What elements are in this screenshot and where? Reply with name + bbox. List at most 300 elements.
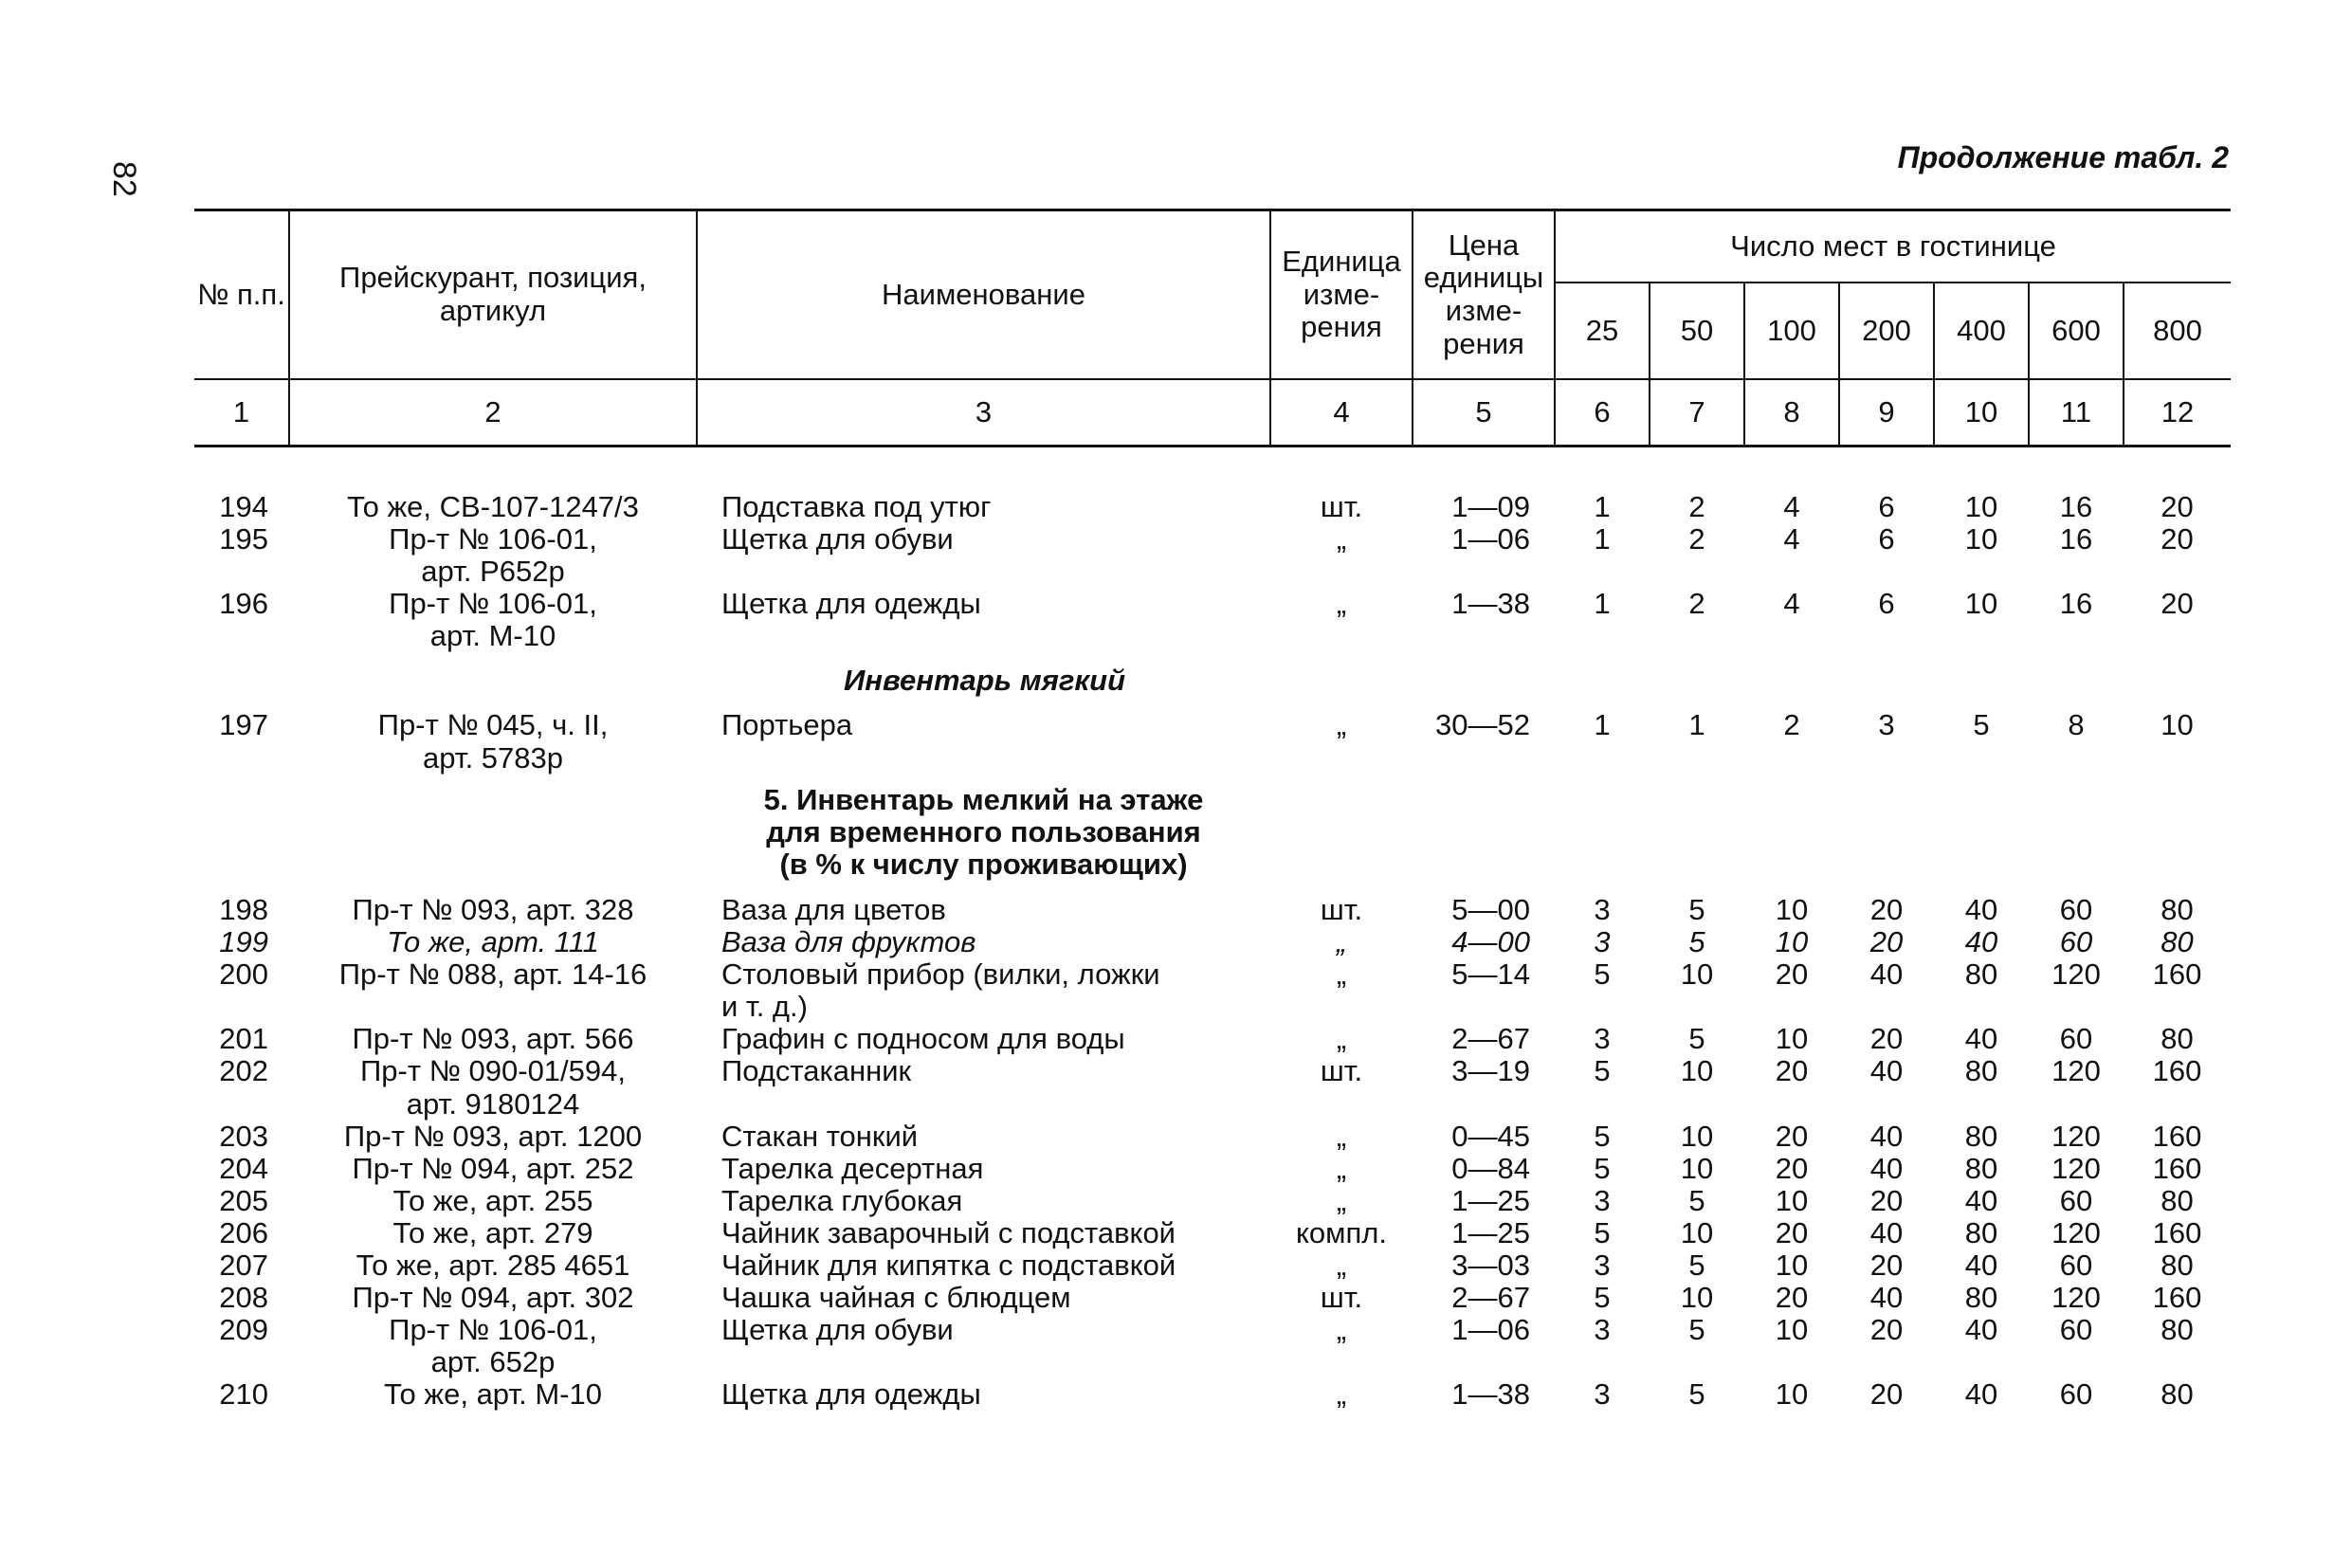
column-number: 1 <box>194 379 289 447</box>
quantity-25: 3 <box>1594 1377 1611 1412</box>
item-name-line: Подставка под утюг <box>721 490 992 523</box>
item-name <box>697 523 1270 588</box>
table-row <box>194 491 2231 523</box>
quantity-200: 20 <box>1869 892 1904 926</box>
unit: „ <box>1336 957 1347 992</box>
quantity-800: 20 <box>2161 587 2194 621</box>
quantity-400: 40 <box>1964 1183 1998 1217</box>
quantity-50: 10 <box>1680 1054 1714 1088</box>
table-row <box>194 1314 2231 1378</box>
item-name <box>697 709 1270 774</box>
quantity-400: 40 <box>1964 892 1998 926</box>
unit: „ <box>1336 1377 1347 1412</box>
row-number: 203 <box>219 1119 268 1153</box>
quantity-800: 80 <box>2161 1183 2194 1217</box>
quantity-400: 80 <box>1964 957 1998 992</box>
price-list-line: арт. 652р <box>430 1345 556 1379</box>
table-header <box>194 210 2231 447</box>
table-row <box>194 709 2231 774</box>
table-continuation-caption: Продолжение табл. 2 <box>1897 140 2229 174</box>
quantity-50: 5 <box>1688 1022 1705 1056</box>
quantity-800: 80 <box>2161 925 2194 959</box>
price-list-line: Пр-т № 093, арт. 328 <box>352 892 634 926</box>
quantity-100: 20 <box>1775 1119 1809 1153</box>
price-list-reference <box>289 1153 697 1185</box>
item-name <box>697 1217 1270 1249</box>
unit-price: 0—84 <box>1451 1151 1530 1185</box>
quantity-800: 160 <box>2152 1151 2202 1185</box>
row-number: 208 <box>219 1281 268 1315</box>
quantity-600: 16 <box>2059 587 2093 621</box>
header-places-50: 50 <box>1650 283 1744 379</box>
row-number: 197 <box>219 708 268 742</box>
header-column-numbers <box>194 379 2231 447</box>
column-number: 5 <box>1413 379 1555 447</box>
quantity-25: 5 <box>1594 1281 1611 1315</box>
price-list-line: То же, арт. 255 <box>392 1183 593 1217</box>
quantity-800: 80 <box>2161 1022 2194 1056</box>
quantity-50: 10 <box>1680 957 1714 992</box>
quantity-25: 3 <box>1594 1183 1611 1217</box>
price-list-reference <box>289 523 697 588</box>
item-name-line: Щетка для обуви <box>721 522 954 556</box>
item-name-line: Тарелка десертная <box>721 1151 984 1185</box>
quantity-600: 60 <box>2059 1022 2093 1056</box>
section-pad <box>194 652 289 709</box>
quantity-50: 10 <box>1680 1119 1714 1153</box>
item-name-line: Графин с подносом для воды <box>721 1022 1125 1056</box>
unit-price: 3—19 <box>1451 1054 1530 1088</box>
item-name-line: Щетка для одежды <box>721 1377 981 1412</box>
unit: „ <box>1336 1119 1347 1153</box>
quantity-600: 60 <box>2059 1248 2093 1282</box>
unit-price: 1—09 <box>1451 490 1530 523</box>
item-name-line: Тарелка глубокая <box>721 1183 963 1217</box>
quantity-400: 80 <box>1964 1215 1998 1249</box>
quantity-100: 4 <box>1783 490 1800 523</box>
price-list-line: арт. Р652р <box>421 555 565 589</box>
quantity-25: 1 <box>1594 708 1611 742</box>
price-list-reference <box>289 1378 697 1411</box>
table-row <box>194 588 2231 652</box>
price-list-line: Пр-т № 093, арт. 1200 <box>343 1119 643 1153</box>
unit-price: 1—06 <box>1451 522 1530 556</box>
table-row <box>194 1055 2231 1120</box>
quantity-200: 3 <box>1878 708 1895 742</box>
price-list-reference <box>289 894 697 926</box>
row-number: 199 <box>219 925 268 959</box>
section-title-line: (в % к числу проживающих) <box>779 847 1188 881</box>
quantity-600: 60 <box>2059 1183 2093 1217</box>
unit: „ <box>1336 1183 1347 1217</box>
price-list-line: арт. 9180124 <box>406 1086 580 1121</box>
spacer-row <box>194 447 2231 492</box>
section-pad <box>289 775 697 894</box>
quantity-50: 5 <box>1688 1248 1705 1282</box>
price-list-line: Пр-т № 094, арт. 302 <box>352 1281 634 1315</box>
quantity-25: 5 <box>1594 1151 1611 1185</box>
quantity-25: 5 <box>1594 1054 1611 1088</box>
header-price-list: Прейскурант, позиция, артикул <box>289 210 697 380</box>
quantity-600: 120 <box>2051 1119 2101 1153</box>
item-name <box>697 1185 1270 1217</box>
unit-price: 30—52 <box>1435 708 1530 742</box>
quantity-100: 10 <box>1775 1313 1809 1347</box>
quantity-400: 40 <box>1964 925 1998 959</box>
quantity-600: 60 <box>2059 1377 2093 1412</box>
price-list-reference <box>289 1217 697 1249</box>
item-name-line: Портьера <box>721 708 853 742</box>
quantity-800: 160 <box>2152 1054 2202 1088</box>
quantity-100: 10 <box>1775 1022 1809 1056</box>
quantity-100: 4 <box>1783 587 1800 621</box>
price-list-reference <box>289 1023 697 1055</box>
column-number: 11 <box>2029 379 2124 447</box>
price-list-reference <box>289 709 697 774</box>
quantity-800: 80 <box>2161 892 2194 926</box>
quantity-25: 3 <box>1594 1022 1611 1056</box>
item-name-line: Щетка для одежды <box>721 587 981 621</box>
quantity-200: 6 <box>1878 522 1895 556</box>
row-number: 194 <box>219 490 268 523</box>
column-number: 10 <box>1934 379 2029 447</box>
price-list-reference <box>289 1249 697 1282</box>
price-list-line: То же, арт. 111 <box>387 925 599 959</box>
quantity-400: 80 <box>1964 1119 1998 1153</box>
quantity-400: 10 <box>1964 587 1998 621</box>
price-list-reference <box>289 958 697 1023</box>
quantity-200: 40 <box>1869 1151 1904 1185</box>
section-small-inventory <box>697 775 1270 894</box>
unit-price: 3—03 <box>1451 1248 1530 1282</box>
quantity-25: 3 <box>1594 892 1611 926</box>
price-list-line: арт. 5783р <box>423 740 563 775</box>
item-name <box>697 958 1270 1023</box>
header-places-400: 400 <box>1934 283 2029 379</box>
row-number: 195 <box>219 522 268 556</box>
price-list-line: арт. М-10 <box>429 619 556 653</box>
header-places: Число мест в гостинице <box>1555 210 2231 283</box>
price-list-line: Пр-т № 088, арт. 14-16 <box>338 957 647 992</box>
quantity-25: 5 <box>1594 1215 1611 1249</box>
table-row <box>194 1121 2231 1153</box>
table-row <box>194 926 2231 958</box>
quantity-50: 2 <box>1688 522 1705 556</box>
quantity-600: 120 <box>2051 957 2101 992</box>
price-list-line: То же, арт. 285 4651 <box>356 1248 630 1282</box>
quantity-25: 3 <box>1594 1248 1611 1282</box>
quantity-600: 120 <box>2051 1151 2101 1185</box>
header-places-25: 25 <box>1555 283 1650 379</box>
quantity-100: 10 <box>1775 1377 1809 1412</box>
quantity-600: 120 <box>2051 1215 2101 1249</box>
row-number: 204 <box>219 1151 268 1185</box>
quantity-400: 10 <box>1964 490 1998 523</box>
quantity-100: 20 <box>1775 957 1809 992</box>
price-list-line: Пр-т № 045, ч. II, <box>377 708 609 742</box>
column-number: 12 <box>2124 379 2231 447</box>
price-list-reference <box>289 1185 697 1217</box>
unit: „ <box>1336 587 1347 621</box>
item-name <box>697 1249 1270 1282</box>
section-pad <box>289 652 697 709</box>
item-name-line: Чайник для кипятка с подставкой <box>721 1248 1176 1282</box>
column-number: 4 <box>1270 379 1413 447</box>
item-name <box>697 1121 1270 1153</box>
quantity-200: 20 <box>1869 1377 1904 1412</box>
quantity-50: 5 <box>1688 1313 1705 1347</box>
quantity-50: 5 <box>1688 1183 1705 1217</box>
quantity-200: 20 <box>1869 1022 1904 1056</box>
quantity-200: 20 <box>1869 1313 1904 1347</box>
quantity-50: 1 <box>1688 708 1705 742</box>
quantity-200: 6 <box>1878 490 1895 523</box>
table-row <box>194 1185 2231 1217</box>
item-name-line: Щетка для обуви <box>721 1313 954 1347</box>
price-list-line: То же, арт. 279 <box>392 1215 593 1249</box>
quantity-600: 8 <box>2068 708 2085 742</box>
row-number: 209 <box>219 1313 268 1347</box>
price-list-line: Пр-т № 090-01/594, <box>360 1054 626 1088</box>
item-name-line: Подстаканник <box>721 1054 912 1088</box>
unit: шт. <box>1320 490 1363 523</box>
quantity-200: 20 <box>1869 925 1904 959</box>
unit: компл. <box>1296 1215 1387 1249</box>
quantity-400: 10 <box>1964 522 1998 556</box>
quantity-100: 10 <box>1775 1183 1809 1217</box>
price-list-line: Пр-т № 106-01, <box>389 1313 597 1347</box>
quantity-100: 20 <box>1775 1215 1809 1249</box>
quantity-25: 1 <box>1594 587 1611 621</box>
table-row <box>194 958 2231 1023</box>
quantity-25: 1 <box>1594 490 1611 523</box>
quantity-400: 5 <box>1973 708 1990 742</box>
quantity-50: 10 <box>1680 1215 1714 1249</box>
quantity-50: 2 <box>1688 490 1705 523</box>
price-table <box>194 209 2231 1411</box>
table-row <box>194 1282 2231 1314</box>
unit: шт. <box>1320 1281 1363 1315</box>
item-name-line: Ваза для цветов <box>721 892 946 926</box>
item-name <box>697 1055 1270 1120</box>
quantity-25: 5 <box>1594 957 1611 992</box>
quantity-600: 60 <box>2059 925 2093 959</box>
page-number: 82 <box>106 161 142 197</box>
item-name-line: Чайник заварочный с подставкой <box>721 1215 1176 1249</box>
quantity-50: 2 <box>1688 587 1705 621</box>
quantity-400: 80 <box>1964 1151 1998 1185</box>
item-name-line: Столовый прибор (вилки, ложки <box>721 957 1160 992</box>
table-row <box>194 1249 2231 1282</box>
quantity-200: 40 <box>1869 1281 1904 1315</box>
unit: „ <box>1336 708 1347 742</box>
quantity-25: 5 <box>1594 1119 1611 1153</box>
unit-price: 1—38 <box>1451 587 1530 621</box>
item-name <box>697 926 1270 958</box>
unit-price: 0—45 <box>1451 1119 1530 1153</box>
quantity-100: 10 <box>1775 925 1809 959</box>
price-list-line: Пр-т № 106-01, <box>389 587 597 621</box>
quantity-200: 20 <box>1869 1248 1904 1282</box>
unit: „ <box>1336 522 1347 556</box>
price-list-line: То же, СВ-107-1247/3 <box>347 490 639 523</box>
quantity-100: 10 <box>1775 1248 1809 1282</box>
unit-price: 5—14 <box>1451 957 1530 992</box>
header-places-200: 200 <box>1839 283 1934 379</box>
quantity-100: 2 <box>1783 708 1800 742</box>
quantity-200: 20 <box>1869 1183 1904 1217</box>
item-name-line: Чашка чайная с блюдцем <box>721 1281 1071 1315</box>
price-list-line: Пр-т № 106-01, <box>389 522 597 556</box>
header-places-100: 100 <box>1744 283 1839 379</box>
item-name <box>697 1314 1270 1378</box>
header-unit: Единица изме- рения <box>1270 210 1413 380</box>
unit: „ <box>1336 1313 1347 1347</box>
unit-price: 1—38 <box>1451 1377 1530 1412</box>
item-name <box>697 491 1270 523</box>
row-number: 210 <box>219 1377 268 1412</box>
quantity-25: 3 <box>1594 925 1611 959</box>
quantity-50: 5 <box>1688 1377 1705 1412</box>
table-body <box>194 447 2231 1412</box>
quantity-800: 80 <box>2161 1313 2194 1347</box>
quantity-200: 6 <box>1878 587 1895 621</box>
price-list-line: Пр-т № 093, арт. 566 <box>352 1022 634 1056</box>
item-name <box>697 588 1270 652</box>
unit-price: 2—67 <box>1451 1022 1530 1056</box>
item-name <box>697 1153 1270 1185</box>
item-name <box>697 894 1270 926</box>
row-number: 198 <box>219 892 268 926</box>
unit: „ <box>1336 925 1347 959</box>
quantity-800: 160 <box>2152 1119 2202 1153</box>
quantity-50: 10 <box>1680 1281 1714 1315</box>
section-pad <box>1270 775 2231 894</box>
table-row <box>194 1153 2231 1185</box>
column-number: 3 <box>697 379 1270 447</box>
column-number: 7 <box>1650 379 1744 447</box>
section-title-line: 5. Инвентарь мелкий на этаже <box>763 782 1204 816</box>
row-number: 202 <box>219 1054 268 1088</box>
table-row <box>194 1378 2231 1411</box>
section-row <box>194 775 2231 894</box>
unit: шт. <box>1320 892 1363 926</box>
price-list-reference <box>289 1055 697 1120</box>
quantity-200: 40 <box>1869 1054 1904 1088</box>
price-list-reference <box>289 1282 697 1314</box>
quantity-200: 40 <box>1869 957 1904 992</box>
table-row <box>194 523 2231 588</box>
quantity-50: 10 <box>1680 1151 1714 1185</box>
price-list-reference <box>289 1314 697 1378</box>
row-number: 196 <box>219 587 268 621</box>
unit-price: 1—25 <box>1451 1215 1530 1249</box>
price-list-line: То же, арт. М-10 <box>384 1377 602 1412</box>
quantity-400: 40 <box>1964 1248 1998 1282</box>
quantity-400: 40 <box>1964 1313 1998 1347</box>
quantity-200: 40 <box>1869 1215 1904 1249</box>
quantity-100: 20 <box>1775 1054 1809 1088</box>
quantity-800: 160 <box>2152 957 2202 992</box>
row-number: 200 <box>219 957 268 992</box>
unit-price: 5—00 <box>1451 892 1530 926</box>
unit: „ <box>1336 1151 1347 1185</box>
column-number: 6 <box>1555 379 1650 447</box>
quantity-100: 20 <box>1775 1151 1809 1185</box>
quantity-800: 160 <box>2152 1281 2202 1315</box>
unit: „ <box>1336 1022 1347 1056</box>
quantity-400: 80 <box>1964 1281 1998 1315</box>
section-pad <box>194 775 289 894</box>
item-name-line: и т. д.) <box>721 990 808 1024</box>
row-number: 201 <box>219 1022 268 1056</box>
quantity-25: 3 <box>1594 1313 1611 1347</box>
unit-price: 1—06 <box>1451 1313 1530 1347</box>
section-row <box>194 652 2231 709</box>
header-name: Наименование <box>697 210 1270 380</box>
section-title-line: для временного пользования <box>766 814 1201 848</box>
row-number: 205 <box>219 1183 268 1217</box>
row-number: 207 <box>219 1248 268 1282</box>
column-number: 8 <box>1744 379 1839 447</box>
quantity-600: 16 <box>2059 490 2093 523</box>
table-row <box>194 1023 2231 1055</box>
item-name-line: Стакан тонкий <box>721 1119 919 1153</box>
quantity-800: 20 <box>2161 522 2194 556</box>
quantity-100: 4 <box>1783 522 1800 556</box>
quantity-800: 10 <box>2161 708 2194 742</box>
header-places-800: 800 <box>2124 283 2231 379</box>
quantity-600: 120 <box>2051 1281 2101 1315</box>
quantity-800: 160 <box>2152 1215 2202 1249</box>
quantity-400: 40 <box>1964 1377 1998 1412</box>
header-unit-price: Цена единицы изме- рения <box>1413 210 1555 380</box>
column-number: 9 <box>1839 379 1934 447</box>
section-soft-inventory: Инвентарь мягкий <box>844 664 1126 698</box>
row-number: 206 <box>219 1215 268 1249</box>
quantity-400: 80 <box>1964 1054 1998 1088</box>
item-name <box>697 1023 1270 1055</box>
item-name <box>697 1378 1270 1411</box>
quantity-800: 80 <box>2161 1377 2194 1412</box>
table-row <box>194 894 2231 926</box>
quantity-600: 60 <box>2059 892 2093 926</box>
column-number: 2 <box>289 379 697 447</box>
price-list-reference <box>289 588 697 652</box>
table-row <box>194 1217 2231 1249</box>
quantity-200: 40 <box>1869 1119 1904 1153</box>
price-list-reference <box>289 491 697 523</box>
quantity-600: 16 <box>2059 522 2093 556</box>
quantity-100: 10 <box>1775 892 1809 926</box>
unit-price: 4—00 <box>1451 925 1530 959</box>
unit-price: 2—67 <box>1451 1281 1530 1315</box>
item-name <box>697 1282 1270 1314</box>
unit: шт. <box>1320 1054 1363 1088</box>
quantity-800: 20 <box>2161 490 2194 523</box>
quantity-600: 120 <box>2051 1054 2101 1088</box>
quantity-50: 5 <box>1688 892 1705 926</box>
unit: „ <box>1336 1248 1347 1282</box>
quantity-25: 1 <box>1594 522 1611 556</box>
price-list-reference <box>289 926 697 958</box>
item-name-line: Ваза для фруктов <box>721 925 976 959</box>
price-list-reference <box>289 1121 697 1153</box>
quantity-100: 20 <box>1775 1281 1809 1315</box>
header-num: № п.п. <box>194 210 289 380</box>
quantity-800: 80 <box>2161 1248 2194 1282</box>
unit-price: 1—25 <box>1451 1183 1530 1217</box>
